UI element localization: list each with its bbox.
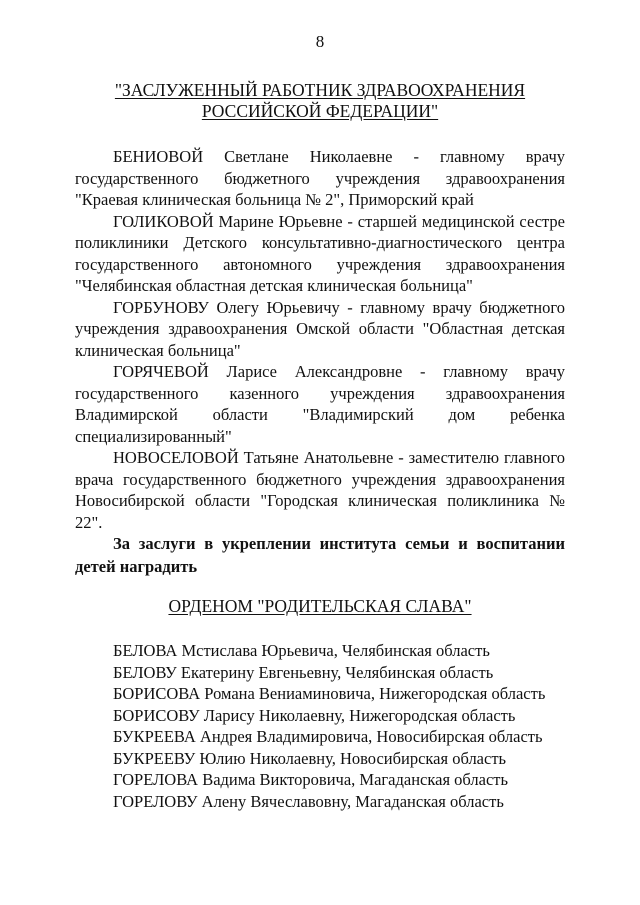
- awardee-entries: [75, 146, 565, 533]
- list-item: ГОРЕЛОВУ Алену Вячеславовну, Магаданская область: [113, 791, 504, 811]
- list-item: ГОРЕЛОВА Вадима Викторовича, Магаданская область: [113, 770, 509, 789]
- list-item: БЕЛОВА Мстислава Юрьевича, Челябинская область: [113, 641, 490, 660]
- list-item: БУКРЕЕВУ Юлию Николаевну, Новосибирская область: [113, 748, 507, 768]
- recipients-list: [113, 640, 583, 812]
- awardee-entry: ГОРБУНОВУ Олегу Юрьевичу - главному врачу бюджетного учреждения здравоохранения Омской области "Областная детская клиническая больница": [75, 297, 565, 360]
- awardee-entry: НОВОСЕЛОВОЙ Татьяне Анатольевне - заместителю главного врача государственного бюджетного учреждения здравоохранения Новосибирской области "Городская клиническая поликлиника № 22".: [75, 448, 565, 532]
- awardee-entry: ГОРЯЧЕВОЙ Ларисе Александровне - главному врачу государственного казенного учреждения здравоохранения Владимирской области "Владимирский дом ребенка специализированный": [75, 362, 565, 446]
- page-number: 8: [315, 32, 325, 51]
- list-item: БУКРЕЕВА Андрея Владимировича, Новосибирская область: [113, 727, 543, 746]
- merit-statement: За заслуги в укреплении института семьи и воспитании детей наградить: [75, 534, 565, 576]
- list-item: БОРИСОВУ Ларису Николаевну, Нижегородская область: [113, 705, 516, 725]
- awardee-entry: БЕНИОВОЙ Светлане Николаевне - главному врачу государственного бюджетного учреждения здравоохранения "Краевая клиническая больница № 2", Приморский край: [75, 147, 565, 209]
- list-item: БОРИСОВА Романа Вениаминовича, Нижегородская область: [113, 684, 546, 703]
- list-item: БЕЛОВУ Екатерину Евгеньевну, Челябинская область: [113, 662, 494, 682]
- award-title: [0, 80, 640, 122]
- award-title-line: РОССИЙСКОЙ ФЕДЕРАЦИИ": [201, 101, 439, 121]
- awardee-entry: ГОЛИКОВОЙ Марине Юрьевне - старшей медицинской сестре поликлиники Детского консультативно-диагностического центра государственного автономного учреждения здравоохранения "Челябинская областная детская клиническая больница": [75, 211, 565, 295]
- award-title: ОРДЕНОМ "РОДИТЕЛЬСКАЯ СЛАВА": [168, 596, 472, 616]
- award-title-line: "ЗАСЛУЖЕННЫЙ РАБОТНИК ЗДРАВООХРАНЕНИЯ: [114, 80, 526, 100]
